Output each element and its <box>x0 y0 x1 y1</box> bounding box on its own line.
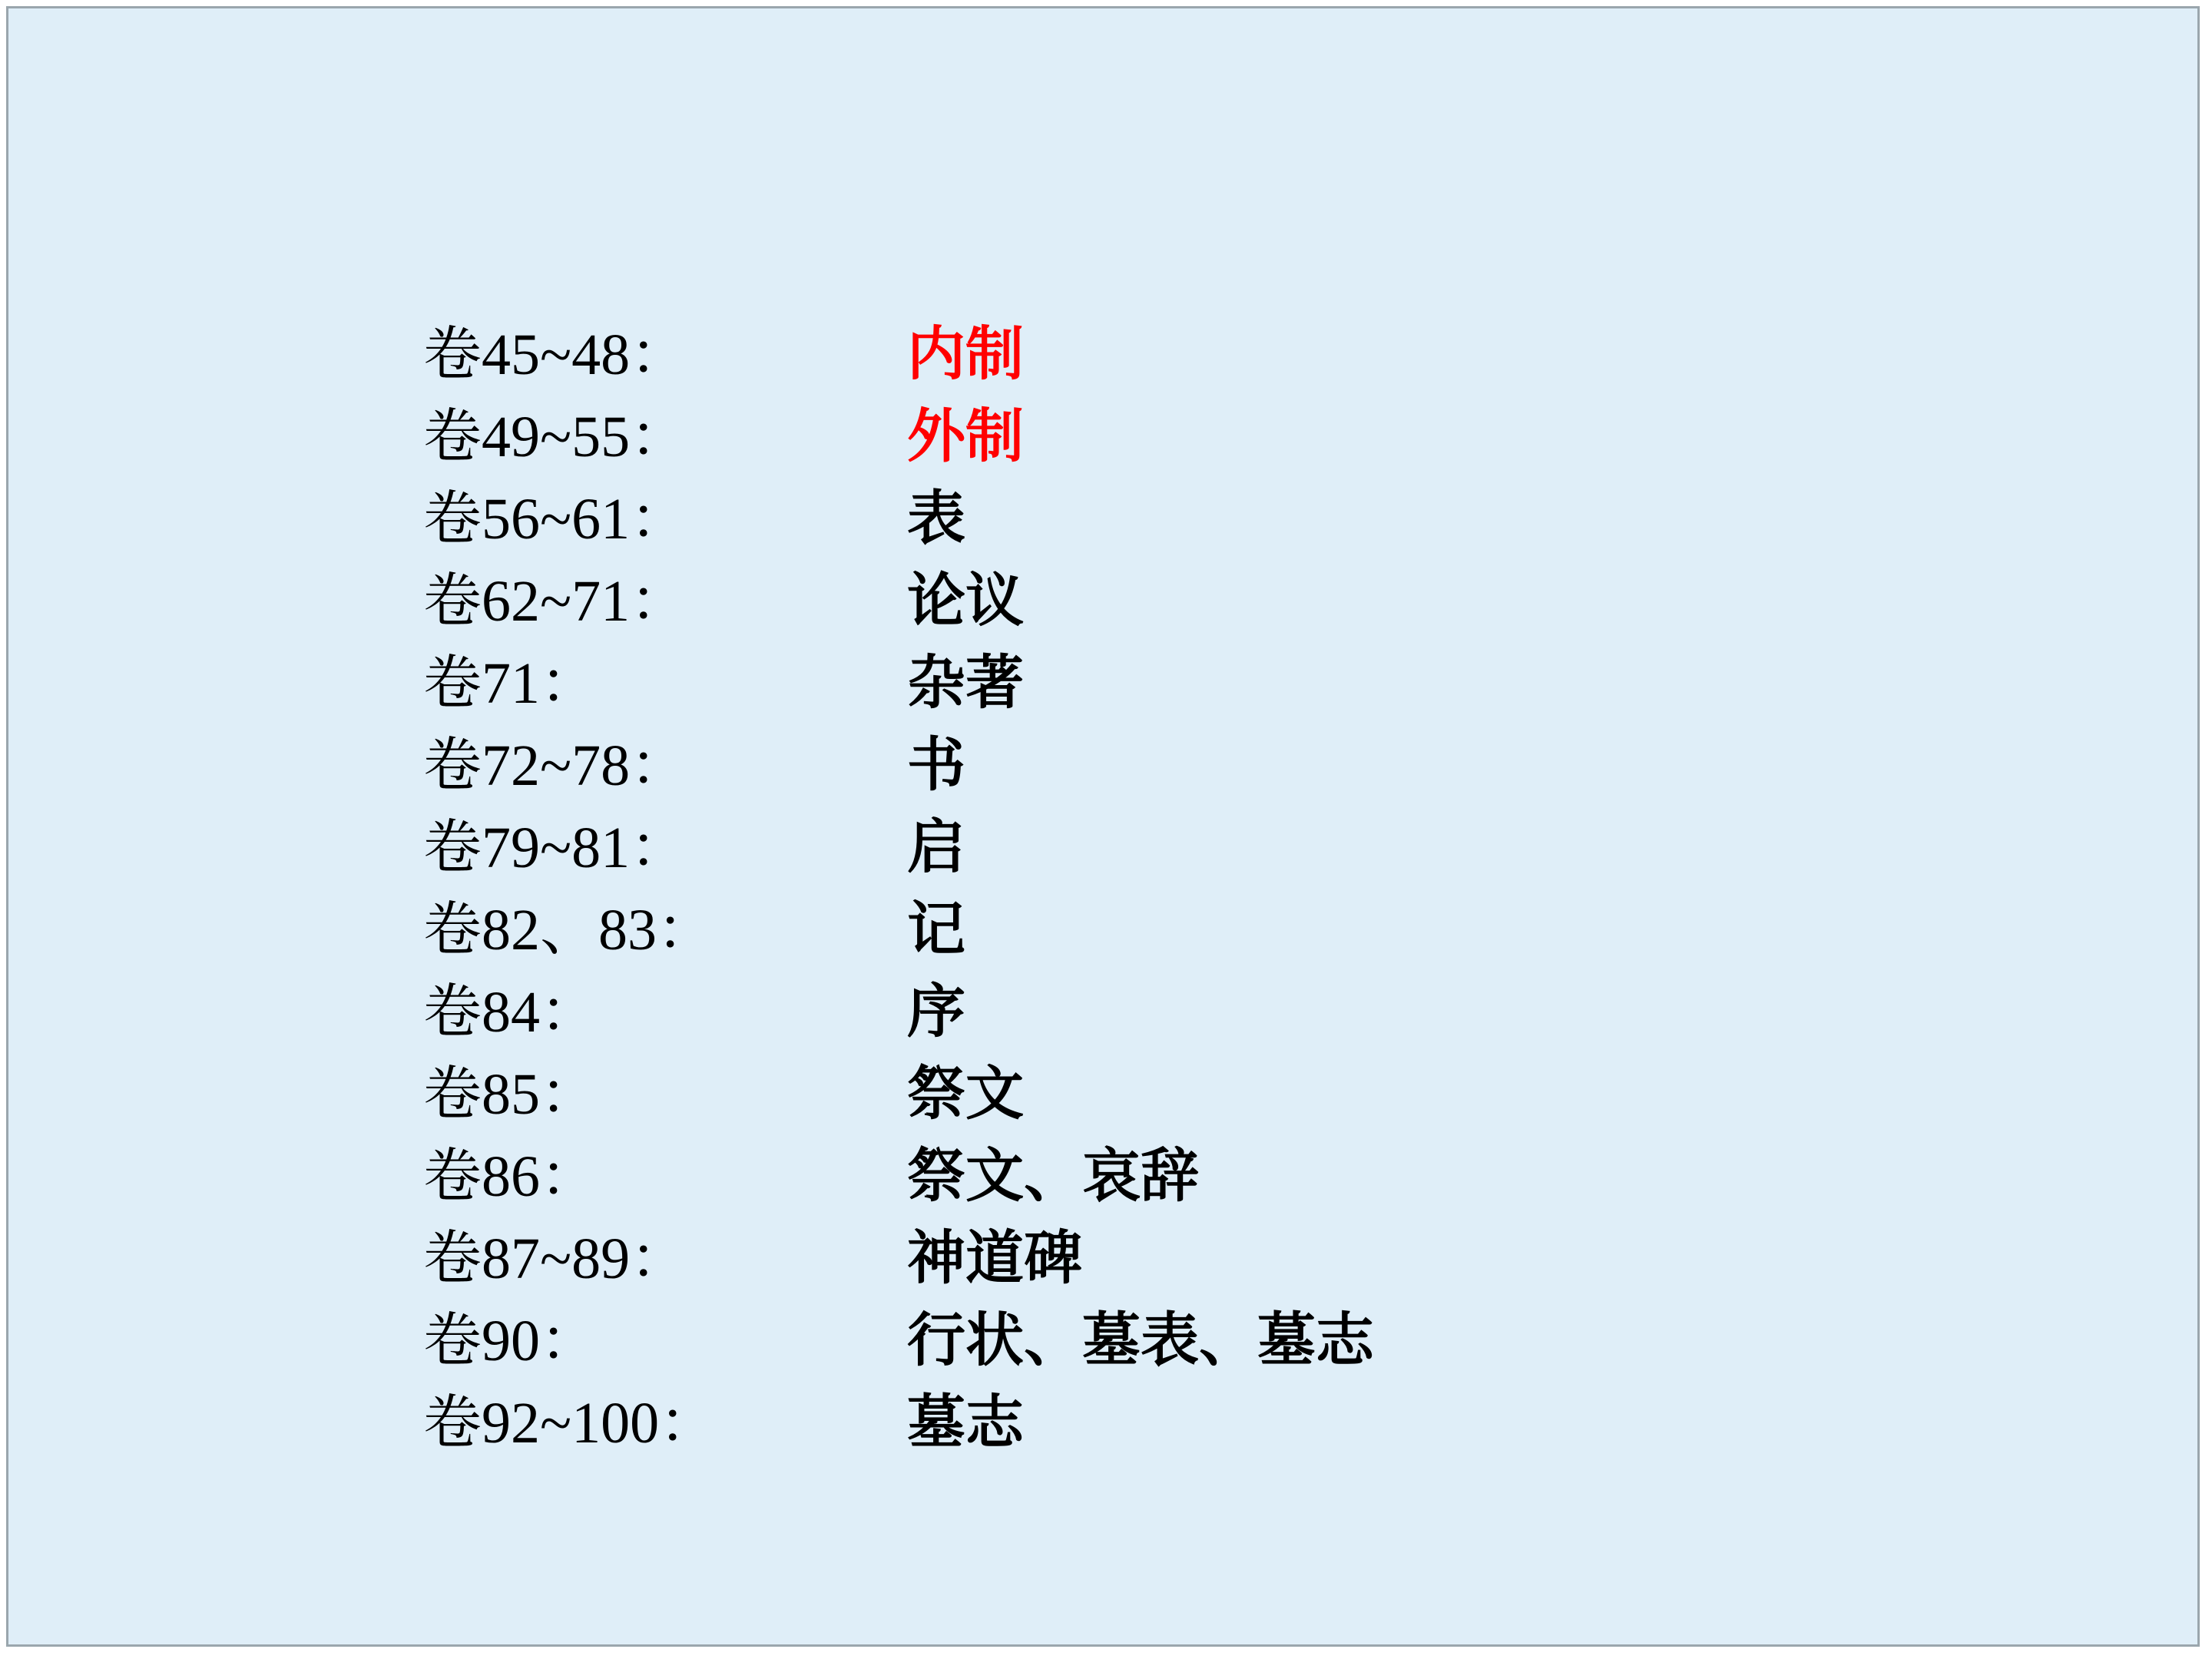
list-item <box>423 314 1959 396</box>
genre-label: 记 <box>907 898 965 962</box>
slide-canvas <box>6 6 2200 1647</box>
volume-label: 卷62~71： <box>423 569 689 634</box>
volume-label: 卷82、83： <box>423 898 715 962</box>
list-item <box>423 478 1959 561</box>
genre-label: 书 <box>907 733 965 798</box>
list-item <box>423 1300 1959 1382</box>
volume-label: 卷86： <box>423 1144 598 1209</box>
genre-label: 墓志 <box>907 1391 1024 1455</box>
genre-label: 外制 <box>907 405 1024 469</box>
list-item <box>423 807 1959 889</box>
list-item <box>423 643 1959 725</box>
genre-label: 论议 <box>907 569 1024 634</box>
genre-label: 祭文 <box>907 1062 1024 1127</box>
volume-label: 卷90： <box>423 1309 598 1373</box>
volume-genre-list <box>423 314 1959 1465</box>
volume-label: 卷71： <box>423 651 598 716</box>
list-item <box>423 972 1959 1054</box>
volume-label: 卷72~78： <box>423 733 689 798</box>
list-item <box>423 1382 1959 1465</box>
genre-label: 序 <box>907 980 965 1045</box>
volume-label: 卷84： <box>423 980 598 1045</box>
list-item <box>423 1054 1959 1136</box>
list-item <box>423 1136 1959 1218</box>
genre-label: 行状、墓表、墓志 <box>907 1309 1374 1373</box>
genre-label: 表 <box>907 487 965 551</box>
volume-label: 卷45~48： <box>423 323 689 387</box>
genre-label: 神道碑 <box>907 1227 1082 1291</box>
genre-label: 祭文、哀辞 <box>907 1144 1199 1209</box>
genre-label: 启 <box>907 816 965 880</box>
volume-label: 卷56~61： <box>423 487 689 551</box>
volume-label: 卷79~81： <box>423 816 689 880</box>
volume-label: 卷85： <box>423 1062 598 1127</box>
list-item <box>423 561 1959 643</box>
list-item <box>423 396 1959 478</box>
genre-label: 杂著 <box>907 651 1024 716</box>
list-item <box>423 725 1959 807</box>
genre-label: 内制 <box>907 323 1024 387</box>
volume-label: 卷49~55： <box>423 405 689 469</box>
volume-label: 卷87~89： <box>423 1227 689 1291</box>
list-item <box>423 1218 1959 1300</box>
volume-label: 卷92~100： <box>423 1391 718 1455</box>
list-item <box>423 889 1959 972</box>
